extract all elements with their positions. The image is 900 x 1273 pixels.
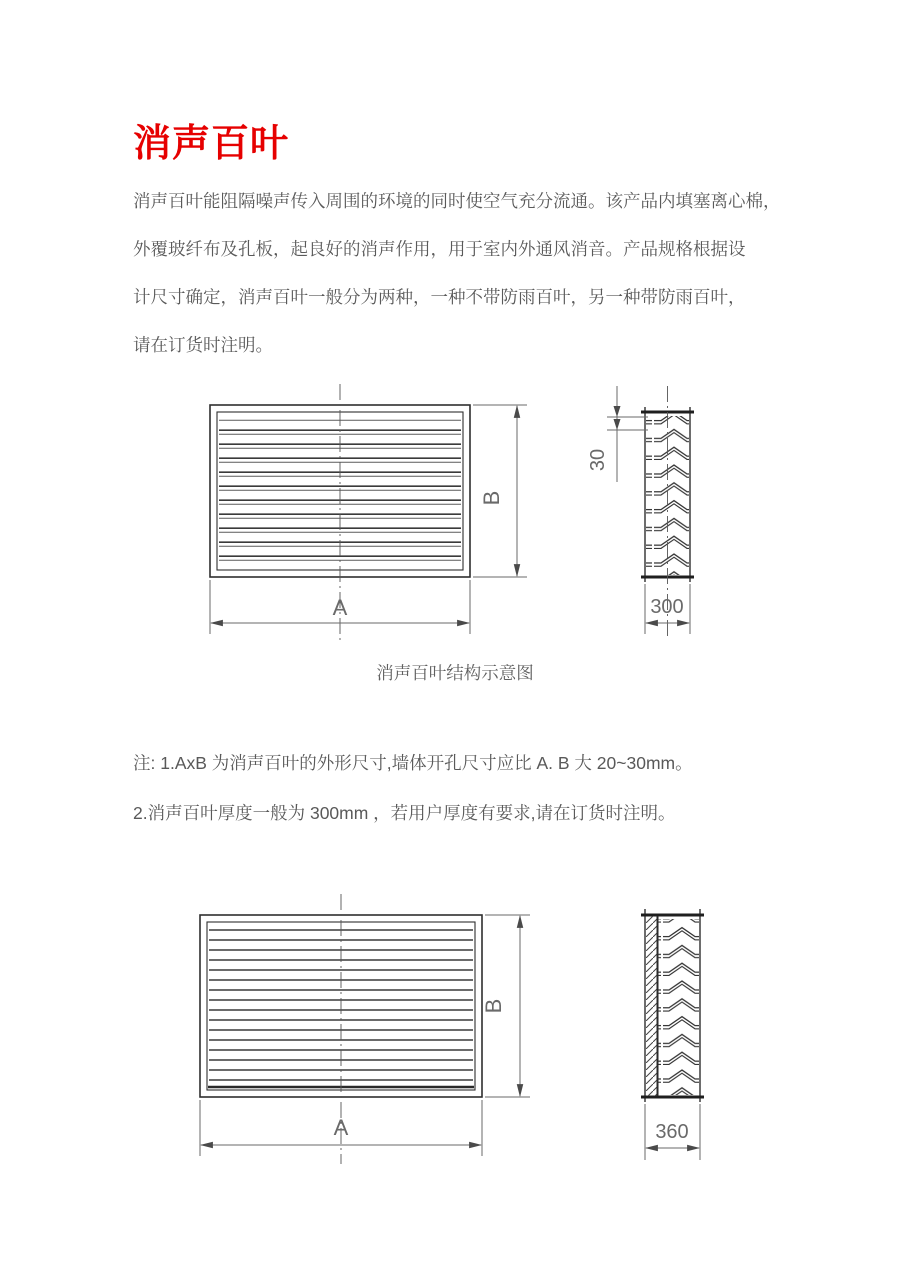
dimension-b <box>481 915 530 1097</box>
intro-line-1: 消声百叶能阻隔噪声传入周围的环境的同时使空气充分流通。该产品内填塞离心棉， <box>133 191 781 211</box>
label-depth-300: 300 <box>650 596 684 618</box>
note-line-1: 注: 1.AxB 为消声百叶的外形尺寸,墙体开孔尺寸应比 A. B 大 20~30mm。 <box>133 753 693 773</box>
page-title: 消声百叶 <box>133 123 290 165</box>
intro-paragraph <box>133 177 793 369</box>
dimension-depth-360 <box>645 1104 700 1160</box>
intro-line-2: 外覆玻纤布及孔板，起良好的消声作用，用于室内外通风消音。产品规格根据设 <box>133 239 746 259</box>
arrow-down-icon <box>614 419 621 430</box>
label-b: B <box>481 998 506 1014</box>
intro-line-4: 请在订货时注明。 <box>133 335 273 355</box>
side-view <box>641 909 704 1102</box>
figure2-drawing <box>170 888 760 1188</box>
intro-line-3: 计尺寸确定，消声百叶一般分为两种，一种不带防雨百叶，另一种带防雨百叶， <box>133 287 746 307</box>
arrow-down-icon <box>614 406 621 417</box>
note-line-2: 2.消声百叶厚度一般为 300mm ，若用户厚度有要求,请在订货时注明。 <box>133 803 676 823</box>
label-a: A <box>332 595 348 620</box>
dimension-pitch-30 <box>587 386 648 482</box>
label-depth-360: 360 <box>655 1121 689 1143</box>
figure1-caption: 消声百叶结构示意图 <box>376 663 534 683</box>
label-a: A <box>333 1115 349 1140</box>
louver-blades <box>658 919 699 1095</box>
label-b: B <box>479 490 504 506</box>
wall-hatch <box>646 916 657 1096</box>
dimension-b <box>473 405 527 577</box>
label-pitch-30: 30 <box>587 448 609 472</box>
figure1-drawing <box>180 372 760 672</box>
